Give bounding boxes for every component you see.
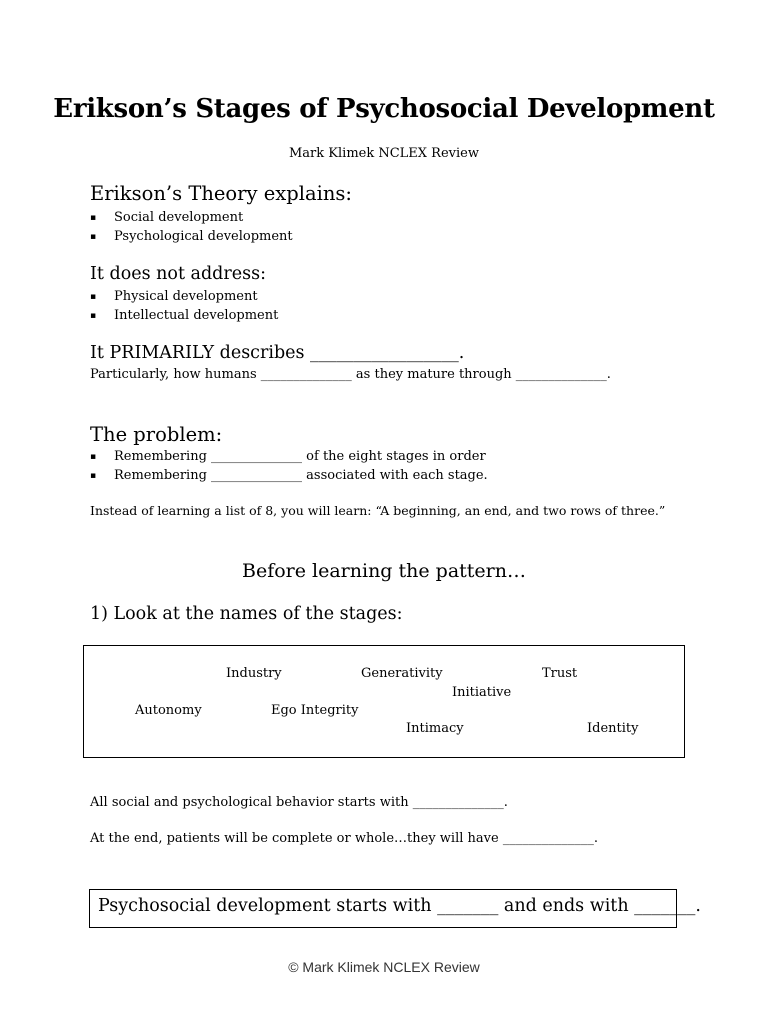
list-item: ▪ Remembering ______________ associated with each stage. [90, 467, 488, 486]
primarily-text: Particularly, how humans ______________ as they mature through ______________. [90, 367, 611, 382]
stage-initiative: Initiative [452, 685, 512, 700]
instead-text: Instead of learning a list of 8, you will learn: “A beginning, an end, and two rows of three.” [90, 503, 666, 518]
copyright-footer: © Mark Klimek NCLEX Review [288, 959, 480, 975]
problem-heading: The problem: [90, 423, 223, 446]
theory-list [90, 209, 293, 246]
page-subtitle: Mark Klimek NCLEX Review [289, 146, 479, 161]
list-item: ▪ Intellectual development [90, 307, 278, 326]
bullet-icon: ▪ [90, 231, 97, 242]
bullet-icon: ▪ [90, 470, 97, 481]
stage-trust: Trust [542, 666, 578, 681]
bullet-icon: ▪ [90, 292, 97, 302]
stage-identity: Identity [587, 721, 639, 736]
stage-generativity: Generativity [361, 666, 443, 681]
bullet-icon: ▪ [90, 310, 97, 321]
stage-intimacy: Intimacy [406, 721, 464, 736]
look-heading: 1) Look at the names of the stages: [90, 604, 403, 624]
page-title: Erikson’s Stages of Psychosocial Development [53, 94, 715, 124]
bullet-icon: ▪ [90, 213, 97, 223]
starts-with-text: All social and psychological behavior starts with ______________. [90, 795, 508, 810]
at-end-text: At the end, patients will be complete or whole…they will have ______________. [90, 831, 598, 846]
summary-text: Psychosocial development starts with _______ and ends with _______. [98, 896, 701, 916]
primarily-heading: It PRIMARILY describes _________________. [90, 343, 465, 363]
stage-autonomy: Autonomy [135, 703, 202, 718]
bullet-icon: ▪ [90, 452, 97, 462]
stage-names-box [83, 645, 685, 758]
list-item: ▪ Social development [90, 209, 293, 228]
list-item: ▪ Physical development [90, 288, 278, 307]
theory-heading: Erikson’s Theory explains: [90, 182, 352, 205]
problem-list [90, 448, 488, 485]
stage-industry: Industry [226, 666, 282, 681]
list-item: ▪ Remembering ______________ of the eight stages in order [90, 448, 488, 467]
summary-box [89, 889, 701, 928]
not-address-heading: It does not address: [90, 264, 266, 284]
list-item: ▪ Psychological development [90, 228, 293, 247]
not-address-list [90, 288, 278, 325]
before-heading: Before learning the pattern… [241, 560, 526, 582]
stage-ego-integrity: Ego Integrity [271, 703, 359, 718]
